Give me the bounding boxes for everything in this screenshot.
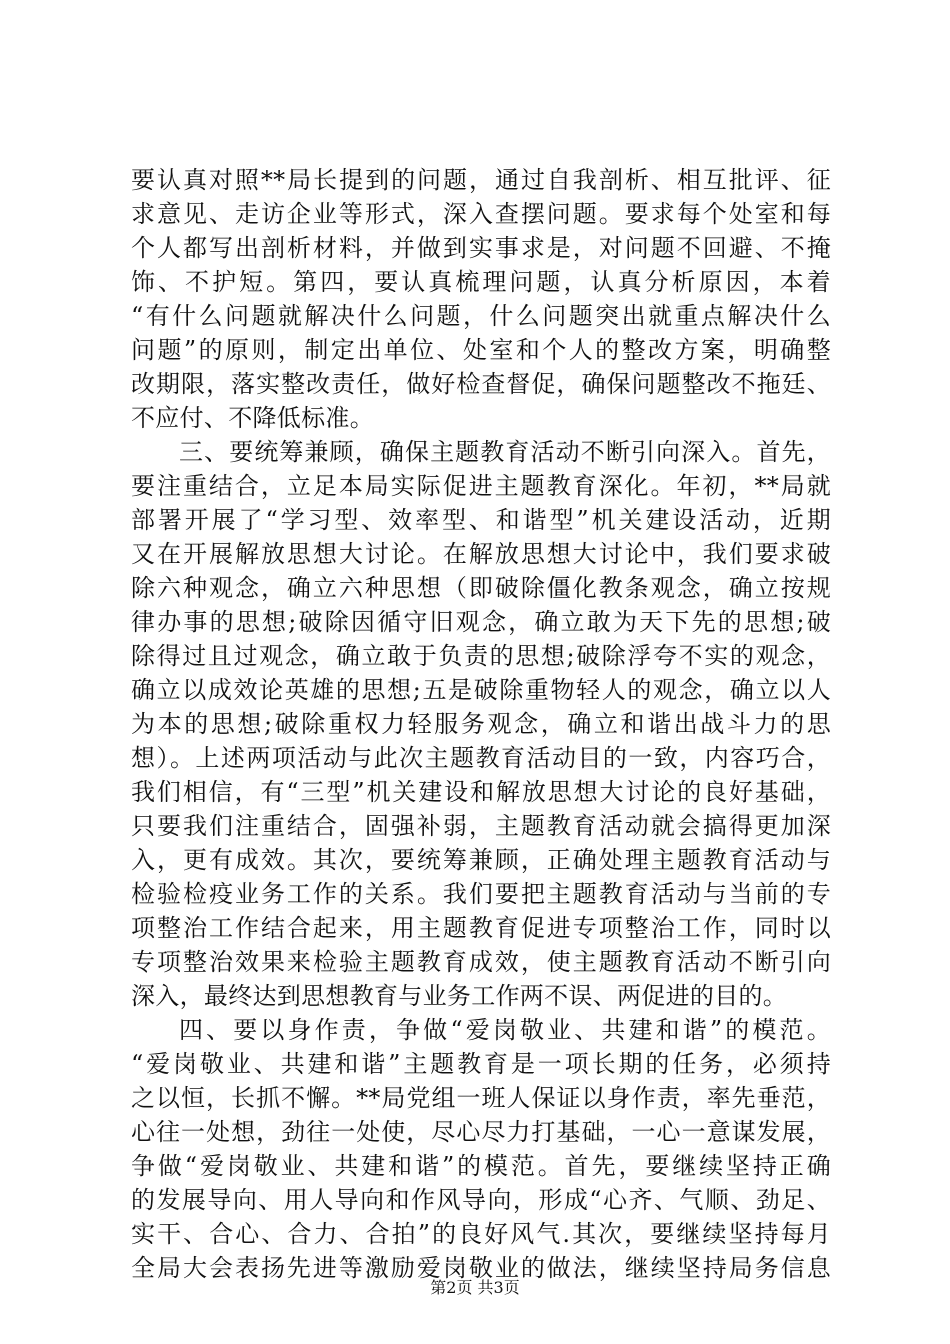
text-line: 为本的思想;破除重权力轻服务观念，确立和谐出战斗力的思 [131,710,831,738]
text-line: 想）。上述两项活动与此次主题教育活动目的一致，内容巧合， [131,744,831,772]
text-line: 个人都写出剖析材料，并做到实事求是，对问题不回避、不掩 [131,234,831,262]
text-line: 之以恒，长抓不懈。**局党组一班人保证以身作责，率先垂范， [131,1084,831,1112]
text-line: 我们相信，有“三型”机关建设和解放思想大讨论的良好基础， [131,778,831,806]
page-number-footer: 第2页 共3页 [430,1278,520,1297]
text-line: 不应付、不降低标准。 [131,404,374,432]
document-body [131,163,831,1285]
text-line: 饰、不护短。第四，要认真梳理问题，认真分析原因，本着 [131,268,831,296]
text-line: 深入，最终达到思想教育与业务工作两不误、两促进的目的。 [131,982,788,1010]
text-line: 求意见、走访企业等形式，深入查摆问题。要求每个处室和每 [131,200,831,228]
text-line: 全局大会表扬先进等激励爱岗敬业的做法，继续坚持局务信息 [131,1254,831,1282]
text-line: 又在开展解放思想大讨论。在解放思想大讨论中，我们要求破 [131,540,831,568]
text-line: “有什么问题就解决什么问题，什么问题突出就重点解决什么 [131,302,831,330]
text-line: 律办事的思想;破除因循守旧观念，确立敢为天下先的思想;破 [131,608,831,636]
text-line: “爱岗敬业、共建和谐”主题教育是一项长期的任务，必须持 [131,1050,831,1078]
text-line: 的发展导向、用人导向和作风导向，形成“心齐、气顺、劲足、 [131,1186,831,1214]
text-line: 确立以成效论英雄的思想;五是破除重物轻人的观念，确立以人 [131,676,831,704]
text-line: 入，更有成效。其次，要统筹兼顾，正确处理主题教育活动与 [131,846,831,874]
text-line: 心往一处想，劲往一处使，尽心尽力打基础，一心一意谋发展， [131,1118,831,1146]
text-line: 除得过且过观念，确立敢于负责的思想;破除浮夸不实的观念， [131,642,831,670]
text-line: 除六种观念，确立六种思想（即破除僵化教条观念，确立按规 [131,574,831,602]
text-line: 改期限，落实整改责任，做好检查督促，确保问题整改不拖廷、 [131,370,831,398]
text-line: 专项整治效果来检验主题教育成效，使主题教育活动不断引向 [131,948,831,976]
text-line: 项整治工作结合起来，用主题教育促进专项整治工作，同时以 [131,914,831,942]
text-line: 争做“爱岗敬业、共建和谐”的模范。首先，要继续坚持正确 [131,1152,831,1180]
section-heading-line: 三、要统筹兼顾，确保主题教育活动不断引向深入。首先， [179,438,831,466]
text-line: 要注重结合，立足本局实际促进主题教育深化。年初，**局就 [131,472,831,500]
text-line: 问题”的原则，制定出单位、处室和个人的整改方案，明确整 [131,336,831,364]
text-line: 只要我们注重结合，固强补弱，主题教育活动就会搞得更加深 [131,812,831,840]
section-heading-line: 四、要以身作责，争做“爱岗敬业、共建和谐”的模范。 [179,1016,831,1044]
text-line: 部署开展了“学习型、效率型、和谐型”机关建设活动，近期 [131,506,831,534]
text-line: 检验检疫业务工作的关系。我们要把主题教育活动与当前的专 [131,880,831,908]
text-line: 要认真对照**局长提到的问题，通过自我剖析、相互批评、征 [131,166,831,194]
text-line: 实干、合心、合力、合拍”的良好风气.其次，要继续坚持每月 [131,1220,831,1248]
